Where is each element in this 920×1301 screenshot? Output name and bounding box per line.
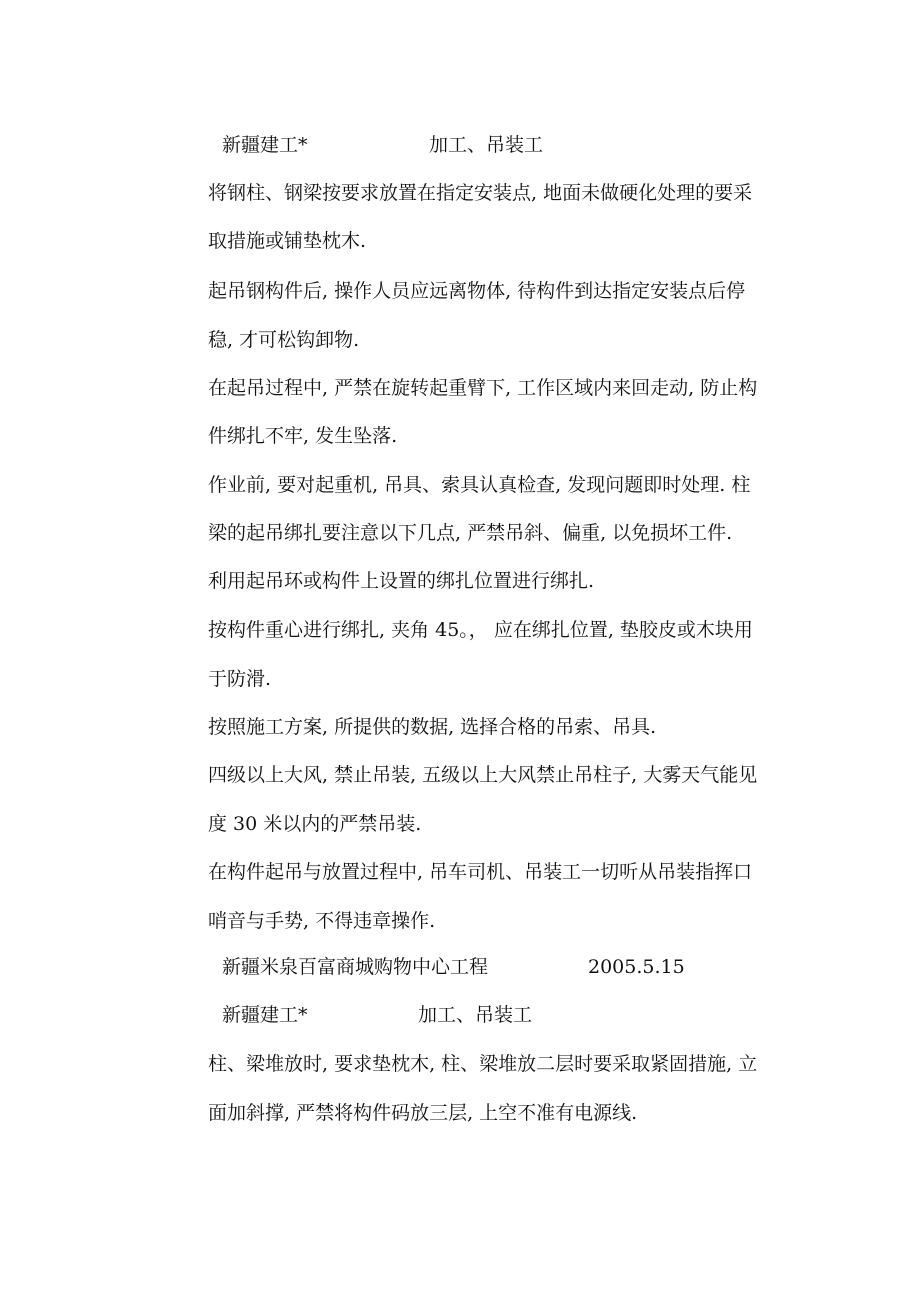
body2-line-1: 柱、梁堆放时, 要求垫枕木, 柱、梁堆放二层时要采取紧固措施, 立 — [208, 1053, 758, 1075]
body-line-10: 按构件重心进行绑扎, 夹角 45。， 应在绑扎位置, 垫胶皮或木块用 — [208, 619, 753, 641]
body-line-12: 按照施工方案, 所提供的数据, 选择合格的吊索、吊具. — [208, 716, 657, 738]
body-line-15: 在构件起吊与放置过程中, 吊车司机、吊装工一切听从吊装指挥口 — [208, 861, 753, 883]
body-line-5: 在起吊过程中, 严禁在旋转起重臂下, 工作区域内来回走动, 防止构 — [208, 377, 758, 399]
header-company: 新疆建工* — [222, 134, 308, 156]
header-job-title: 加工、吊装工 — [429, 134, 544, 156]
body-line-11: 于防滑. — [208, 668, 272, 690]
body-line-16: 哨音与手势, 不得违章操作. — [208, 910, 436, 932]
body-line-4: 稳, 才可松钩卸物. — [208, 329, 360, 351]
body-line-13: 四级以上大风, 禁止吊装, 五级以上大风禁止吊柱子, 大雾天气能见 — [208, 764, 758, 786]
header-job-title-2: 加工、吊装工 — [418, 1004, 533, 1026]
body2-line-2: 面加斜撑, 严禁将构件码放三层, 上空不准有电源线. — [208, 1102, 638, 1124]
header-company-2: 新疆建工* — [222, 1004, 308, 1026]
body-line-7: 作业前, 要对起重机, 吊具、索具认真检查, 发现问题即时处理. 柱 — [208, 474, 751, 496]
footer-project-name: 新疆米泉百富商城购物中心工程 — [222, 956, 489, 978]
body-line-2: 取措施或铺垫枕木. — [208, 230, 367, 252]
body-line-14: 度 30 米以内的严禁吊装. — [208, 813, 422, 835]
body-line-8: 梁的起吊绑扎要注意以下几点, 严禁吊斜、偏重, 以免损坏工件. — [208, 522, 733, 544]
body-line-6: 件绑扎不牢, 发生坠落. — [208, 425, 398, 447]
body-line-3: 起吊钢构件后, 操作人员应远离物体, 待构件到达指定安装点后停 — [208, 280, 746, 302]
footer-date: 2005.5.15 — [588, 956, 685, 978]
body-line-9: 利用起吊环或构件上设置的绑扎位置进行绑扎. — [208, 570, 595, 592]
body-line-1: 将钢柱、钢梁按要求放置在指定安装点, 地面未做硬化处理的要采 — [208, 182, 753, 204]
